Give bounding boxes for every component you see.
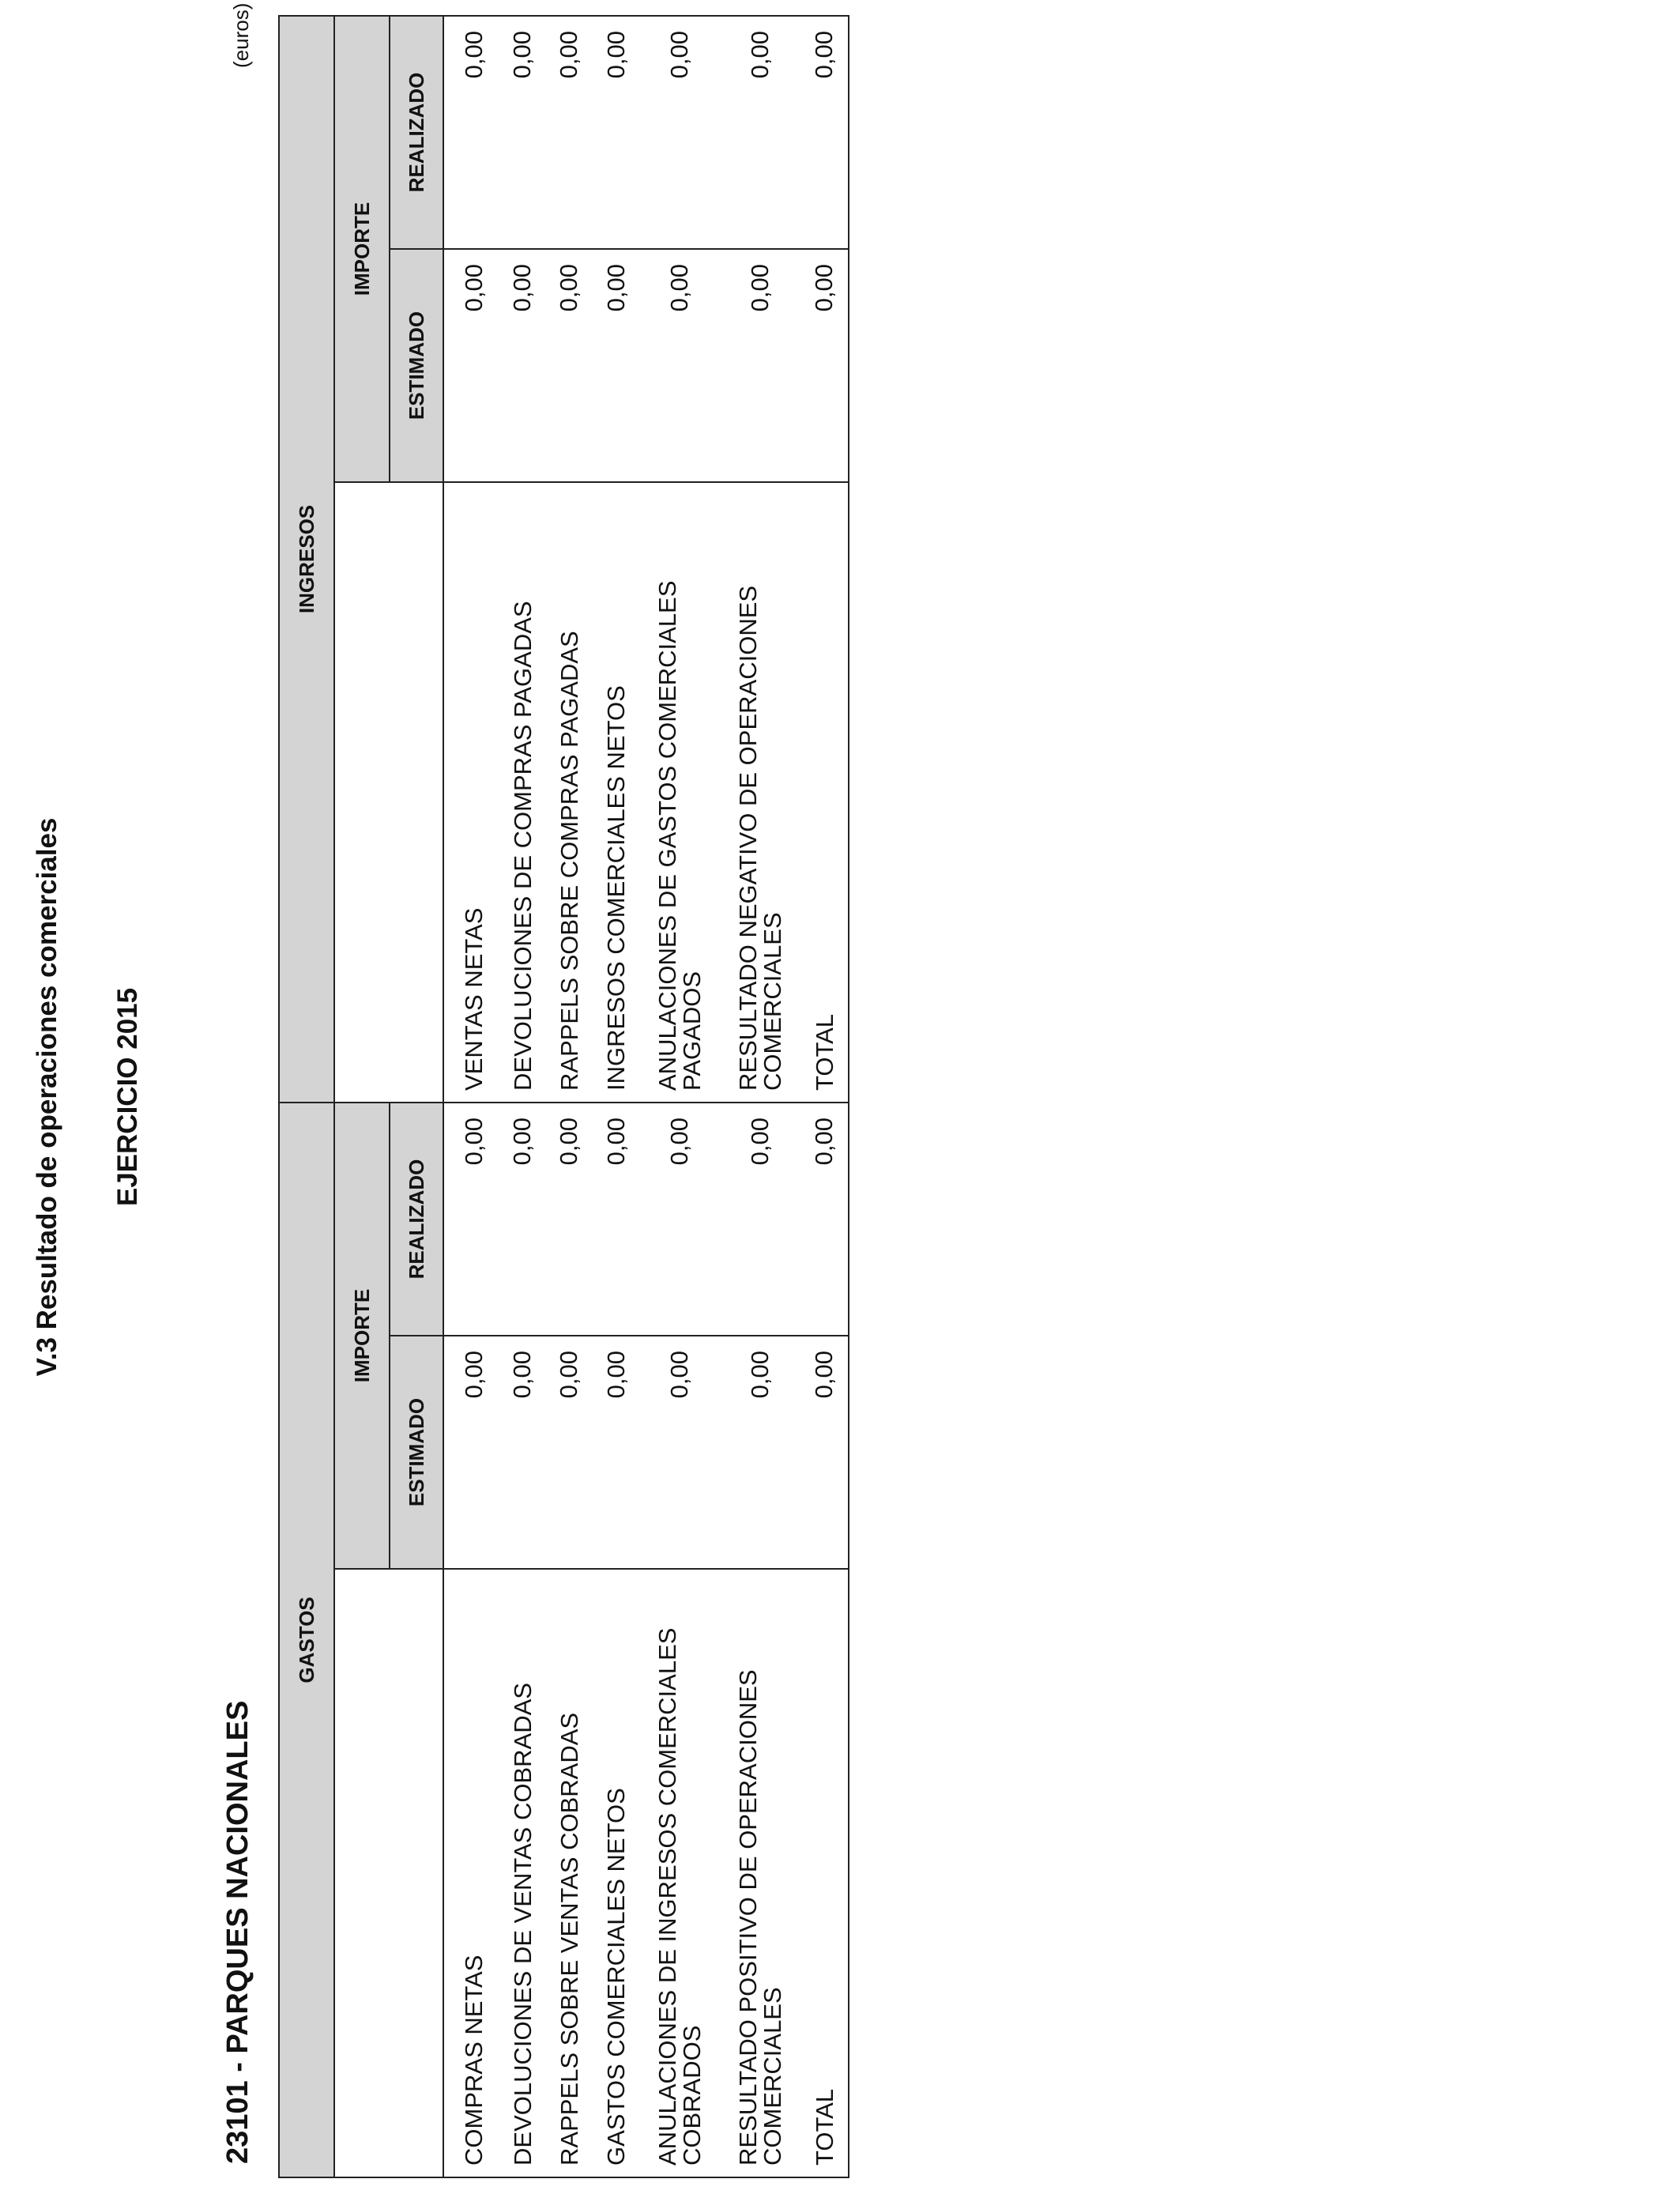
gastos-importe-header: IMPORTE (334, 1103, 390, 1569)
gasto-estimado-value: 0,00 (593, 1336, 639, 1569)
currency-unit: (euros) (229, 2, 253, 68)
ingreso-realizado-value: 0,00 (800, 16, 849, 249)
document-title: V.3 Resultado de operaciones comerciales (32, 817, 62, 1377)
ingreso-estimado-value: 0,00 (593, 249, 639, 482)
gasto-concept: GASTOS COMERCIALES NETOS (593, 1569, 639, 2177)
gasto-concept: ANULACIONES DE INGRESOS COMERCIALES COBRADOS (639, 1569, 720, 2177)
table-row (443, 16, 499, 2177)
ingreso-realizado-value: 0,00 (639, 16, 720, 249)
gasto-realizado-value: 0,00 (800, 1103, 849, 1336)
gasto-realizado-value: 0,00 (546, 1103, 593, 1336)
ingreso-realizado-value: 0,00 (546, 16, 593, 249)
ingreso-estimado-value: 0,00 (443, 249, 499, 482)
ingresos-header: INGRESOS (279, 16, 334, 1103)
operations-table (278, 15, 849, 2178)
ingresos-realizado-header: REALIZADO (390, 16, 443, 249)
gasto-concept: TOTAL (800, 1569, 849, 2177)
gasto-realizado-value: 0,00 (720, 1103, 800, 1336)
gasto-estimado-value: 0,00 (720, 1336, 800, 1569)
ingreso-estimado-value: 0,00 (546, 249, 593, 482)
gastos-concept-header (334, 1569, 443, 2177)
gasto-estimado-value: 0,00 (499, 1336, 546, 1569)
gasto-concept: RAPPELS SOBRE VENTAS COBRADAS (546, 1569, 593, 2177)
ingreso-concept: RAPPELS SOBRE COMPRAS PAGADAS (546, 482, 593, 1103)
ingreso-concept: VENTAS NETAS (443, 482, 499, 1103)
ingreso-realizado-value: 0,00 (593, 16, 639, 249)
ingresos-estimado-header: ESTIMADO (390, 249, 443, 482)
gastos-realizado-header: REALIZADO (390, 1103, 443, 1336)
document-subtitle: EJERCICIO 2015 (112, 987, 143, 1207)
ingreso-concept: INGRESOS COMERCIALES NETOS (593, 482, 639, 1103)
table-row (639, 16, 720, 2177)
ingresos-concept-header (334, 482, 443, 1103)
gasto-realizado-value: 0,00 (639, 1103, 720, 1336)
organization-heading: 23101 - PARQUES NACIONALES (221, 1700, 254, 2164)
gastos-header: GASTOS (279, 1103, 334, 2177)
table-row (499, 16, 546, 2177)
ingreso-estimado-value: 0,00 (800, 249, 849, 482)
ingreso-concept: ANULACIONES DE GASTOS COMERCIALES PAGADOS (639, 482, 720, 1103)
gasto-estimado-value: 0,00 (800, 1336, 849, 1569)
ingreso-concept: TOTAL (800, 482, 849, 1103)
gasto-realizado-value: 0,00 (443, 1103, 499, 1336)
ingreso-concept: RESULTADO NEGATIVO DE OPERACIONES COMERCIALES (720, 482, 800, 1103)
gasto-estimado-value: 0,00 (546, 1336, 593, 1569)
gasto-concept: COMPRAS NETAS (443, 1569, 499, 2177)
table-row (546, 16, 593, 2177)
ingreso-realizado-value: 0,00 (499, 16, 546, 249)
table-row-total (800, 16, 849, 2177)
gasto-estimado-value: 0,00 (639, 1336, 720, 1569)
gastos-estimado-header: ESTIMADO (390, 1336, 443, 1569)
ingreso-estimado-value: 0,00 (639, 249, 720, 482)
gasto-realizado-value: 0,00 (499, 1103, 546, 1336)
gasto-realizado-value: 0,00 (593, 1103, 639, 1336)
gasto-concept: DEVOLUCIONES DE VENTAS COBRADAS (499, 1569, 546, 2177)
gasto-estimado-value: 0,00 (443, 1336, 499, 1569)
table-row (720, 16, 800, 2177)
ingresos-importe-header: IMPORTE (334, 16, 390, 482)
ingreso-estimado-value: 0,00 (499, 249, 546, 482)
gasto-concept: RESULTADO POSITIVO DE OPERACIONES COMERCIALES (720, 1569, 800, 2177)
table-row (593, 16, 639, 2177)
ingreso-concept: DEVOLUCIONES DE COMPRAS PAGADAS (499, 482, 546, 1103)
ingreso-estimado-value: 0,00 (720, 249, 800, 482)
ingreso-realizado-value: 0,00 (443, 16, 499, 249)
ingreso-realizado-value: 0,00 (720, 16, 800, 249)
